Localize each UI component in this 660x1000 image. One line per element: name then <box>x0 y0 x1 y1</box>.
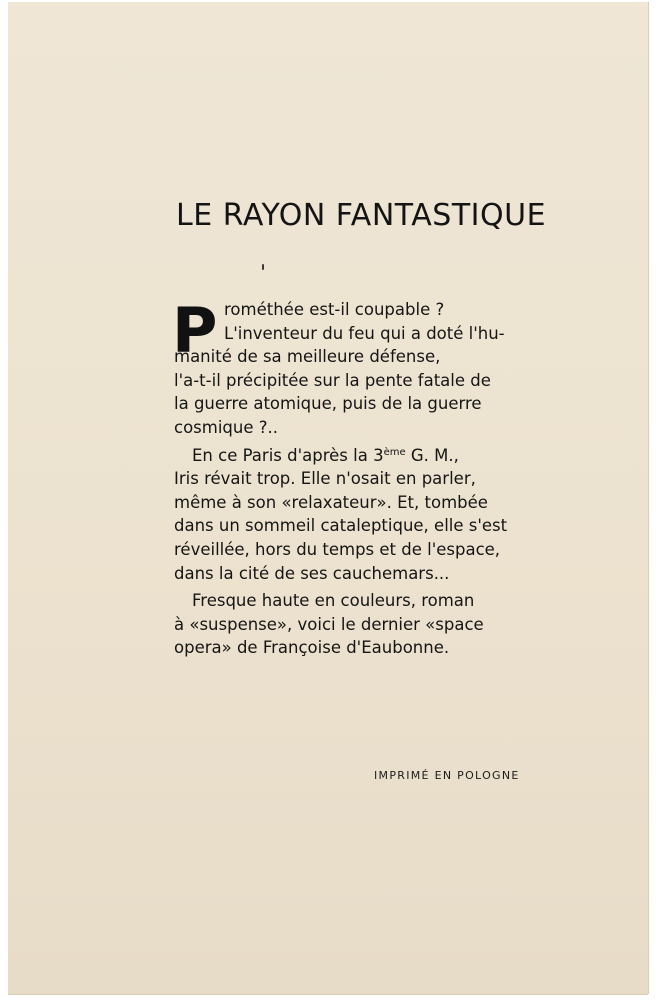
text-line: l'a-t-il précipitée sur la pente fatale de <box>174 370 491 390</box>
text-line: à «suspense», voici le dernier «space <box>174 614 484 634</box>
text-line: opera» de Françoise d'Eaubonne. <box>174 638 450 658</box>
blurb-text <box>172 294 554 660</box>
text-line: rométhée est-il coupable ? <box>224 300 445 319</box>
text-line: réveillée, hors du temps et de l'espace, <box>174 539 501 559</box>
blurb-paragraph-1 <box>172 294 554 440</box>
text-line <box>174 444 554 468</box>
book-back-cover <box>8 2 648 994</box>
blurb-paragraph-3 <box>174 589 554 660</box>
printed-in-label: IMPRIMÉ EN POLOGNE <box>374 769 520 782</box>
text-fragment: En ce Paris d'après la 3 <box>192 445 384 465</box>
text-line: dans un sommeil cataleptique, elle s'est <box>174 516 508 536</box>
text-fragment: G. M., <box>405 445 459 465</box>
paper-speck <box>262 264 264 270</box>
text-line: la guerre atomique, puis de la guerre <box>174 394 482 414</box>
superscript: ème <box>383 446 406 458</box>
text-line: manité de sa meilleure défense, <box>174 347 441 367</box>
text-line: même à son «relaxateur». Et, tombée <box>174 492 488 512</box>
blurb-paragraph-2 <box>174 444 554 586</box>
series-title: LE RAYON FANTASTIQUE <box>176 198 547 233</box>
text-line: L'inventeur du feu qui a doté l'hu- <box>224 323 505 343</box>
text-line: dans la cité de ses cauchemars... <box>174 563 450 583</box>
text-line: Fresque haute en couleurs, roman <box>192 591 475 611</box>
drop-cap: P <box>172 294 218 367</box>
text-line: Iris révait trop. Elle n'osait en parler, <box>174 469 476 489</box>
text-line: cosmique ?.. <box>174 417 278 437</box>
